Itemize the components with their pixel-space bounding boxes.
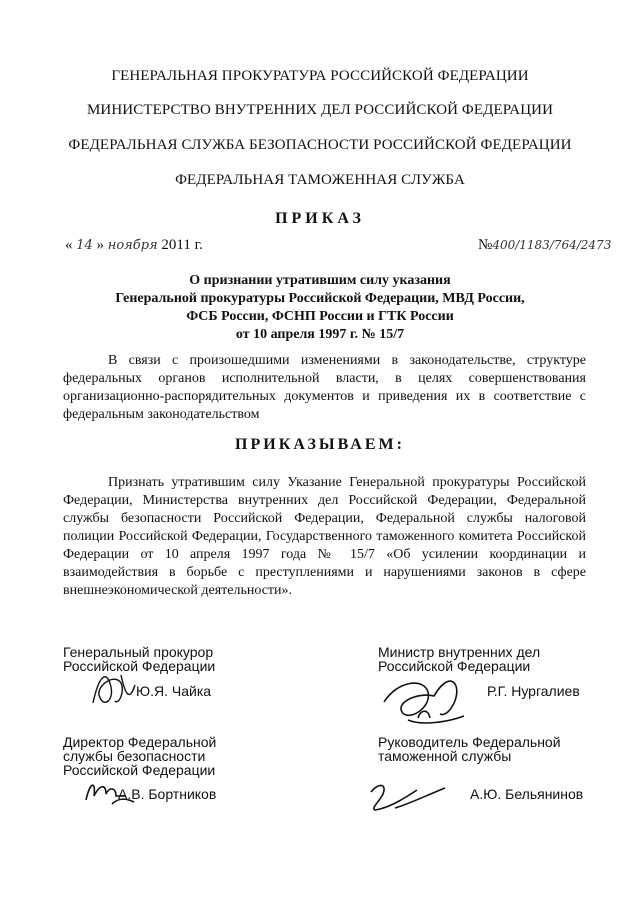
document-title: ПРИКАЗ bbox=[275, 210, 365, 227]
subject-line-3: ФСБ России, ФСНП России и ГТК России bbox=[186, 309, 454, 324]
org-interior-ministry: МИНИСТЕРСТВО ВНУТРЕННИХ ДЕЛ РОССИЙСКОЙ ФЕДЕРАЦИИ bbox=[87, 102, 553, 118]
signatory-fsb-title bbox=[63, 735, 216, 777]
subject-line-1: О признании утратившим силу указания bbox=[189, 273, 451, 288]
date-day: 14 bbox=[76, 238, 93, 253]
order-date bbox=[65, 237, 203, 254]
interior-name: Р.Г. Нургалиев bbox=[487, 683, 580, 699]
interior-signature bbox=[378, 672, 478, 732]
date-year: 2011 г. bbox=[161, 237, 203, 253]
customs-title-line-1: Руководитель Федеральной bbox=[378, 734, 561, 750]
prosecutor-name: Ю.Я. Чайка bbox=[136, 683, 212, 699]
fsb-name: А.В. Бортников bbox=[118, 786, 217, 802]
prosecutor-title-line-1: Генеральный прокурор bbox=[63, 644, 214, 660]
order-number-prefix: № bbox=[478, 237, 493, 253]
order-subject bbox=[0, 272, 640, 344]
fsb-title-line-3: Российской Федерации bbox=[63, 762, 216, 778]
signatory-interior-title bbox=[378, 645, 540, 673]
subject-line-2: Генеральной прокуратуры Российской Федерации, МВД России, bbox=[115, 291, 525, 306]
prosecutor-title-line-2: Российской Федерации bbox=[63, 658, 216, 674]
fsb-title-line-2: службы безопасности bbox=[63, 748, 206, 764]
order-word: ПРИКАЗЫВАЕМ: bbox=[235, 436, 405, 453]
customs-title-line-2: таможенной службы bbox=[378, 748, 512, 764]
order-number bbox=[478, 237, 611, 254]
customs-signature bbox=[365, 778, 455, 818]
signatory-customs-title bbox=[378, 735, 561, 763]
interior-title-line-1: Министр внутренних дел bbox=[378, 644, 541, 660]
date-month: ноября bbox=[107, 238, 158, 253]
org-customs-service: ФЕДЕРАЛЬНАЯ ТАМОЖЕННАЯ СЛУЖБА bbox=[175, 172, 465, 188]
subject-line-4: от 10 апреля 1997 г. № 15/7 bbox=[235, 327, 405, 342]
org-security-service: ФЕДЕРАЛЬНАЯ СЛУЖБА БЕЗОПАСНОСТИ РОССИЙСКОЙ ФЕДЕРАЦИИ bbox=[68, 137, 572, 153]
preamble-paragraph: В связи с произошедшими изменениями в законодательстве, структуре федеральных органов исполнительной власти, в целях совершенствования организационно-распорядительных документов и приведения их в соответствие с федеральным законодательством bbox=[63, 353, 586, 422]
date-close-quote: » bbox=[96, 237, 105, 253]
order-body-paragraph: Признать утратившим силу Указание Генеральной прокуратуры Российской Федерации, Министерства внутренних дел Российской Федерации, Федеральной службы безопасности Российской Федерации, Федеральной службы налоговой полиции Российской Федерации, Государственного таможенного комитета Российской Федерации от 10 апреля 1997 года № 15/7 «Об усилении координации и взаимодействия в борьбе с преступлениями и нарушениями законов в сфере внешнеэкономической деятельности». bbox=[63, 475, 586, 598]
customs-name: А.Ю. Бельянинов bbox=[470, 786, 584, 802]
order-number-value: 400/1183/764/2473 bbox=[492, 238, 612, 252]
fsb-title-line-1: Директор Федеральной bbox=[63, 734, 217, 750]
interior-title-line-2: Российской Федерации bbox=[378, 658, 531, 674]
org-prosecutor-office: ГЕНЕРАЛЬНАЯ ПРОКУРАТУРА РОССИЙСКОЙ ФЕДЕРАЦИИ bbox=[111, 68, 529, 84]
date-open-quote: « bbox=[65, 237, 73, 253]
